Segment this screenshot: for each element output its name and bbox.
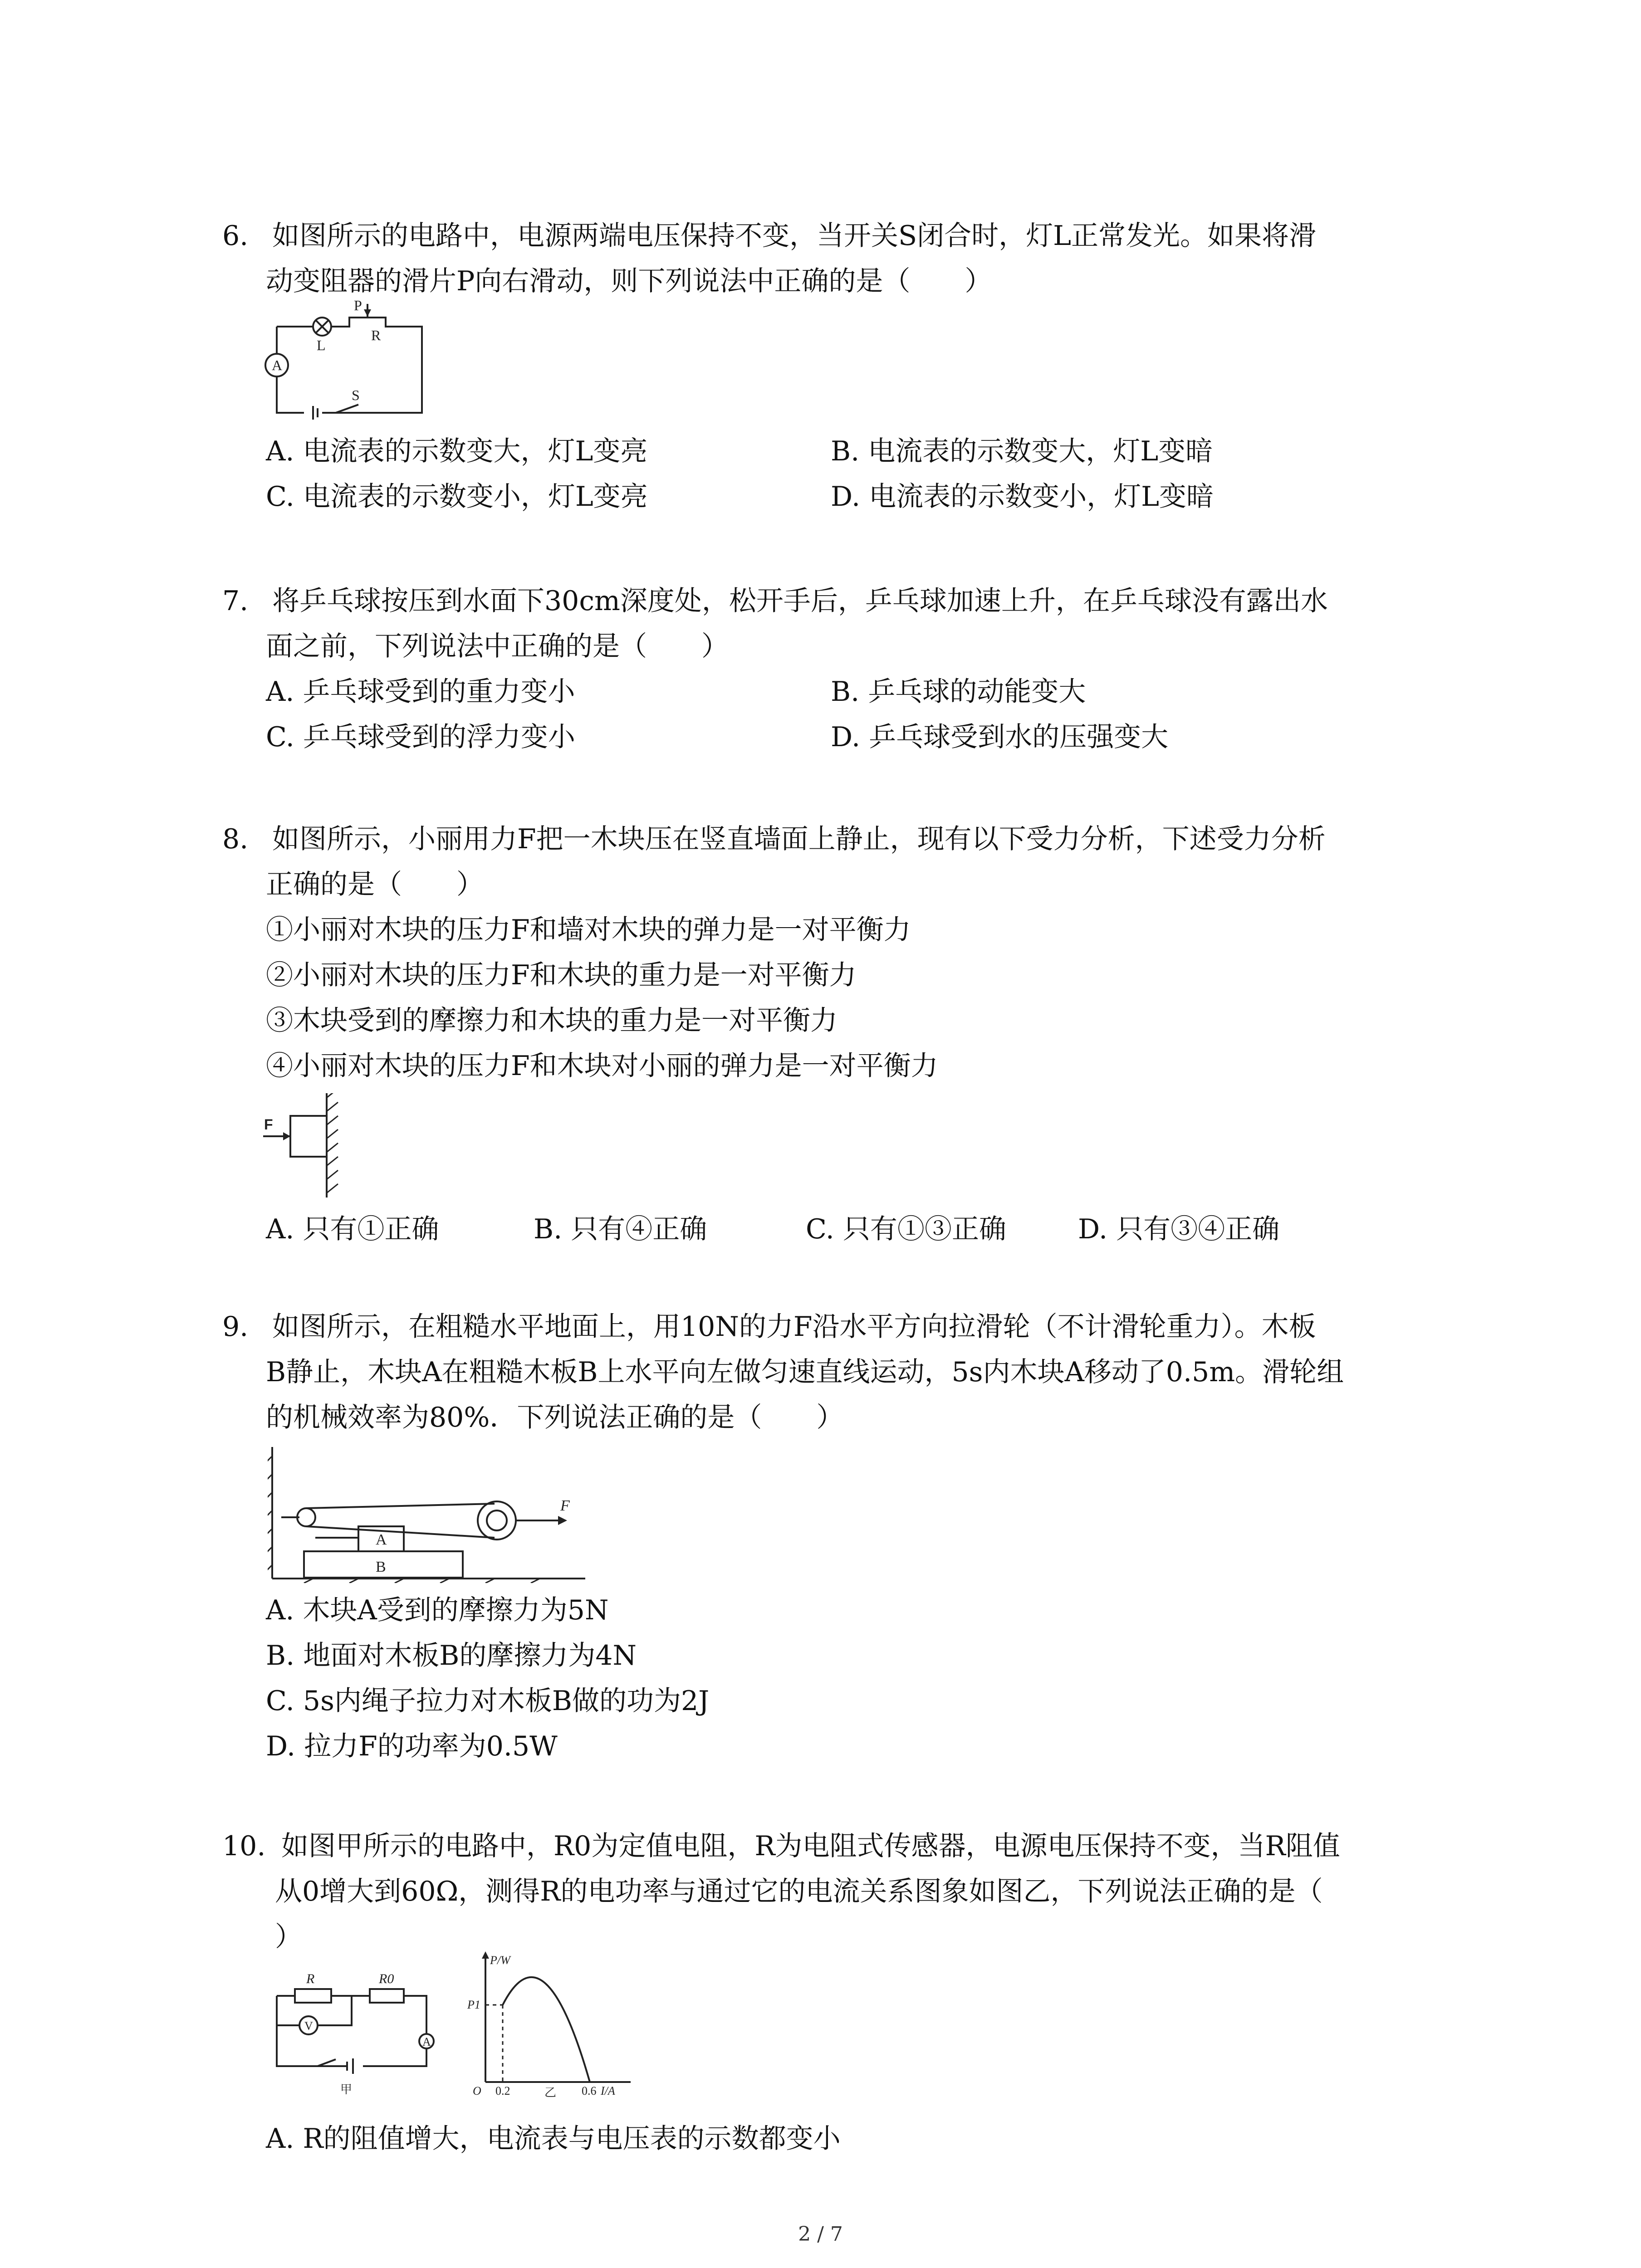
question-9-text-1: 如图所示，在粗糙水平地面上，用10N的力F沿水平方向拉滑轮（不计滑轮重力）。木板 (272, 1311, 1316, 1343)
q9-option-a[interactable]: A. 木块A受到的摩擦力为5N (266, 1594, 609, 1626)
question-6-line-2: 动变阻器的滑片P向右滑动，则下列说法中正确的是（ ） (266, 265, 992, 297)
q6-label-r: R (371, 327, 381, 343)
q10-label-yi: 乙 (544, 2086, 557, 2099)
page-number: 2 / 7 (798, 2223, 843, 2246)
question-7-text-1: 将乒乓球按压到水面下30cm深度处，松开手后，乒乓球加速上升，在乒乓球没有露出水 (272, 585, 1328, 617)
q8-wall-figure (263, 1093, 354, 1198)
q7-option-a[interactable]: A. 乒乓球受到的重力变小 (266, 676, 575, 708)
q7-option-c[interactable]: C. 乒乓球受到的浮力变小 (266, 721, 575, 753)
question-6-line-1 (222, 213, 1456, 259)
q9-option-d[interactable]: D. 拉力F的功率为0.5W (266, 1730, 558, 1762)
q10-option-a[interactable]: A. R的阻值增大，电流表与电压表的示数都变小 (266, 2123, 841, 2155)
q6-label-a: A (272, 357, 283, 373)
q6-circuit-figure (263, 299, 426, 431)
question-7-line-1 (222, 578, 1456, 624)
q9-option-b[interactable]: B. 地面对木板B的摩擦力为4N (266, 1640, 637, 1672)
q6-option-grid (266, 429, 1456, 519)
question-8 (222, 816, 1456, 1089)
q8-statement-2: ②小丽对木块的压力F和木块的重力是一对平衡力 (266, 959, 857, 991)
q10-label-x2: 0.6 (582, 2084, 597, 2097)
question-number: 9. (222, 1311, 249, 1343)
q10-power-current-graph (463, 1950, 644, 2100)
q10-circuit-figure (272, 1969, 449, 2096)
question-8-line-1 (222, 816, 1456, 862)
q10-label-yaxis: P/W (490, 1954, 510, 1967)
q8-option-b[interactable]: B. 只有④正确 (534, 1213, 707, 1245)
q6-option-d[interactable]: D. 电流表的示数变小，灯L变暗 (831, 481, 1214, 513)
question-9 (222, 1304, 1456, 1440)
q8-statement-list (266, 907, 1456, 1089)
q6-circuit-diagram (263, 299, 426, 431)
q8-statement-3: ③木块受到的摩擦力和木块的重力是一对平衡力 (266, 1005, 838, 1036)
q7-option-b[interactable]: B. 乒乓球的动能变大 (831, 676, 1086, 708)
q6-option-c[interactable]: C. 电流表的示数变小，灯L变亮 (266, 481, 648, 513)
question-number: 7. (222, 585, 249, 617)
question-8-text-1: 如图所示，小丽用力F把一木块压在竖直墙面上静止，现有以下受力分析，下述受力分析 (272, 823, 1326, 855)
question-9-line-1 (222, 1304, 1456, 1349)
q8-label-f: F (264, 1116, 273, 1133)
q9-option-c[interactable]: C. 5s内绳子拉力对木板B做的功为2J (266, 1685, 710, 1717)
question-6-text-1: 如图所示的电路中，电源两端电压保持不变，当开关S闭合时，灯L正常发光。如果将滑 (272, 220, 1316, 252)
q10-circuit-diagram (272, 1969, 449, 2096)
question-6-options (222, 429, 1456, 519)
q8-option-d[interactable]: D. 只有③④正确 (1078, 1213, 1280, 1245)
q10-label-xaxis: I/A (601, 2084, 615, 2097)
question-8-options (222, 1207, 1456, 1252)
q9-label-a: A (376, 1531, 387, 1548)
question-number: 10. (222, 1830, 266, 1862)
question-9-line-3: 的机械效率为80%．下列说法正确的是（ ） (266, 1402, 844, 1433)
q10-graph-figure (463, 1950, 644, 2100)
question-7 (222, 578, 1456, 760)
q6-label-l: L (317, 337, 326, 353)
q7-option-grid (266, 669, 1456, 760)
question-9-options (222, 1588, 1456, 1769)
question-8-line-2: 正确的是（ ） (266, 869, 484, 900)
q10-label-v: V (304, 2019, 313, 2033)
q9-pulley-figure (268, 1447, 585, 1583)
q6-option-a[interactable]: A. 电流表的示数变大，灯L变亮 (266, 435, 648, 467)
q10-label-jia: 甲 (340, 2083, 353, 2096)
question-10-line-3: ） (275, 1921, 302, 1953)
q9-pulley-diagram (268, 1447, 585, 1583)
question-10 (222, 1823, 1456, 1960)
q8-option-c[interactable]: C. 只有①③正确 (806, 1213, 1006, 1245)
q10-label-p1: P1 (467, 1998, 480, 2011)
q6-label-p: P (354, 299, 362, 313)
question-number: 6. (222, 220, 249, 252)
question-10-options (222, 2116, 1456, 2161)
q10-label-r: R (306, 1971, 315, 1986)
q7-option-d[interactable]: D. 乒乓球受到水的压强变大 (831, 721, 1169, 753)
question-10-text-1: 如图甲所示的电路中，R0为定值电阻，R为电阻式传感器，电源电压保持不变，当R阻值 (281, 1830, 1340, 1862)
q10-option-list (266, 2116, 1456, 2161)
q8-statement-4: ④小丽对木块的压力F和木块对小丽的弹力是一对平衡力 (266, 1050, 938, 1082)
q6-option-b[interactable]: B. 电流表的示数变大，灯L变暗 (831, 435, 1213, 467)
q10-label-x1: 0.2 (495, 2084, 510, 2097)
q9-label-b: B (376, 1559, 386, 1575)
question-number: 8. (222, 823, 249, 855)
question-7-line-2: 面之前，下列说法中正确的是（ ） (266, 631, 729, 662)
question-10-line-1 (222, 1823, 1456, 1869)
q8-option-a[interactable]: A. 只有①正确 (266, 1213, 439, 1245)
question-10-line-2: 从0增大到60Ω，测得R的电功率与通过它的电流关系图象如图乙，下列说法正确的是（ (275, 1876, 1323, 1907)
q10-label-a: A (422, 2035, 431, 2048)
q9-label-f: F (560, 1497, 570, 1514)
q6-label-s: S (352, 387, 360, 403)
q8-wall-diagram (263, 1093, 354, 1198)
q10-label-origin: O (473, 2084, 481, 2097)
q10-label-r0: R0 (379, 1971, 394, 1986)
question-6 (222, 213, 1456, 304)
question-9-line-2: B静止，木块A在粗糙木板B上水平向左做匀速直线运动，5s内木块A移动了0.5m。滑轮组 (266, 1356, 1344, 1388)
q9-option-list (266, 1588, 1456, 1769)
q8-statement-1: ①小丽对木块的压力F和墙对木块的弹力是一对平衡力 (266, 914, 911, 946)
q8-option-row (266, 1207, 1456, 1252)
